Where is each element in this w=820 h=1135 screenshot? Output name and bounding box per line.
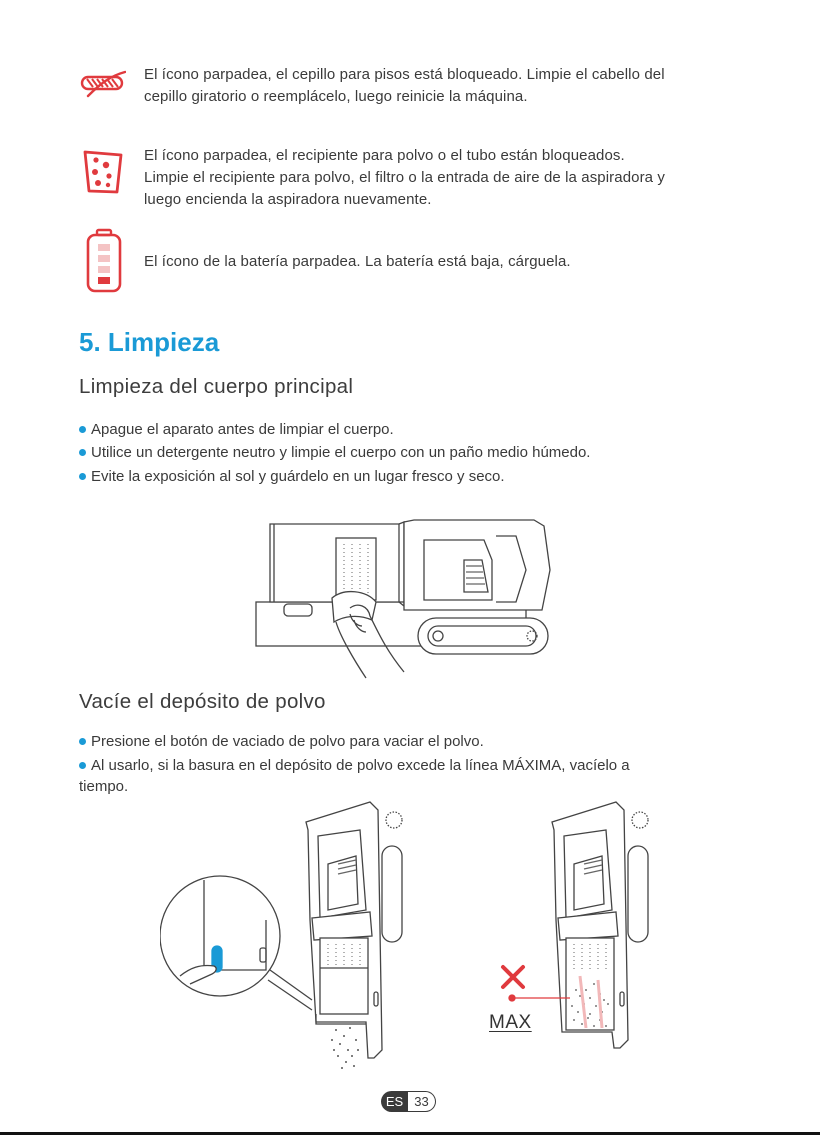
dust-bin-icon [82, 148, 124, 194]
body-cleaning-bullet-3 [79, 466, 505, 487]
body-cleaning-bullet-1 [79, 419, 394, 440]
bullet-dot [79, 426, 86, 433]
indicator-bin-line-3: luego encienda la aspiradora nuevamente. [144, 191, 432, 208]
brush-roll-icon [80, 70, 126, 98]
bullet-text: Evite la exposición al sol y guárdelo en un lugar fresco y seco. [91, 468, 505, 485]
indicator-brush-line-2: cepillo giratorio o reemplácelo, luego reinicie la máquina. [144, 88, 528, 105]
indicator-bin-line-1: El ícono parpadea, el recipiente para polvo o el tubo están bloqueados. [144, 147, 625, 164]
vacuum-wiping-illustration [254, 510, 554, 680]
indicator-bin-text [144, 145, 665, 211]
empty-bin-bullet-2 [79, 755, 630, 797]
bullet-text: Apague el aparato antes de limpiar el cuerpo. [91, 421, 394, 438]
body-cleaning-bullet-2 [79, 442, 590, 463]
empty-button-illustration [160, 800, 410, 1072]
bullet-dot [79, 449, 86, 456]
indicator-battery-text [144, 251, 571, 273]
body-cleaning-heading: Limpieza del cuerpo principal [79, 375, 354, 398]
bullet-text-continued: tiempo. [79, 778, 129, 795]
bullet-dot [79, 762, 86, 769]
bullet-text: Presione el botón de vaciado de polvo para vaciar el polvo. [91, 733, 484, 750]
battery-low-icon [85, 228, 123, 294]
bullet-dot [79, 738, 86, 745]
empty-bin-bullet-1 [79, 731, 484, 752]
bullet-dot [79, 473, 86, 480]
indicator-battery-line-1: El ícono de la batería parpadea. La batería está baja, cárguela. [144, 253, 571, 270]
page-number-badge [381, 1091, 437, 1112]
indicator-brush-line-1: El ícono parpadea, el cepillo para pisos está bloqueado. Limpie el cabello del [144, 66, 665, 83]
section-title: 5. Limpieza [79, 327, 220, 357]
empty-bin-heading: Vacíe el depósito de polvo [79, 690, 326, 713]
indicator-brush-text [144, 64, 665, 108]
indicator-bin-line-2: Limpie el recipiente para polvo, el filtro o la entrada de aire de la aspiradora y [144, 169, 665, 186]
max-line-label: MAX [489, 1012, 532, 1033]
language-code: ES [381, 1091, 408, 1112]
bullet-text: Al usarlo, si la basura en el depósito de polvo excede la línea MÁXIMA, vacíelo a [91, 757, 630, 774]
warning-cross-icon [500, 964, 526, 990]
bullet-text: Utilice un detergente neutro y limpie el cuerpo con un paño medio húmedo. [91, 444, 591, 461]
page-number: 33 [408, 1091, 436, 1112]
